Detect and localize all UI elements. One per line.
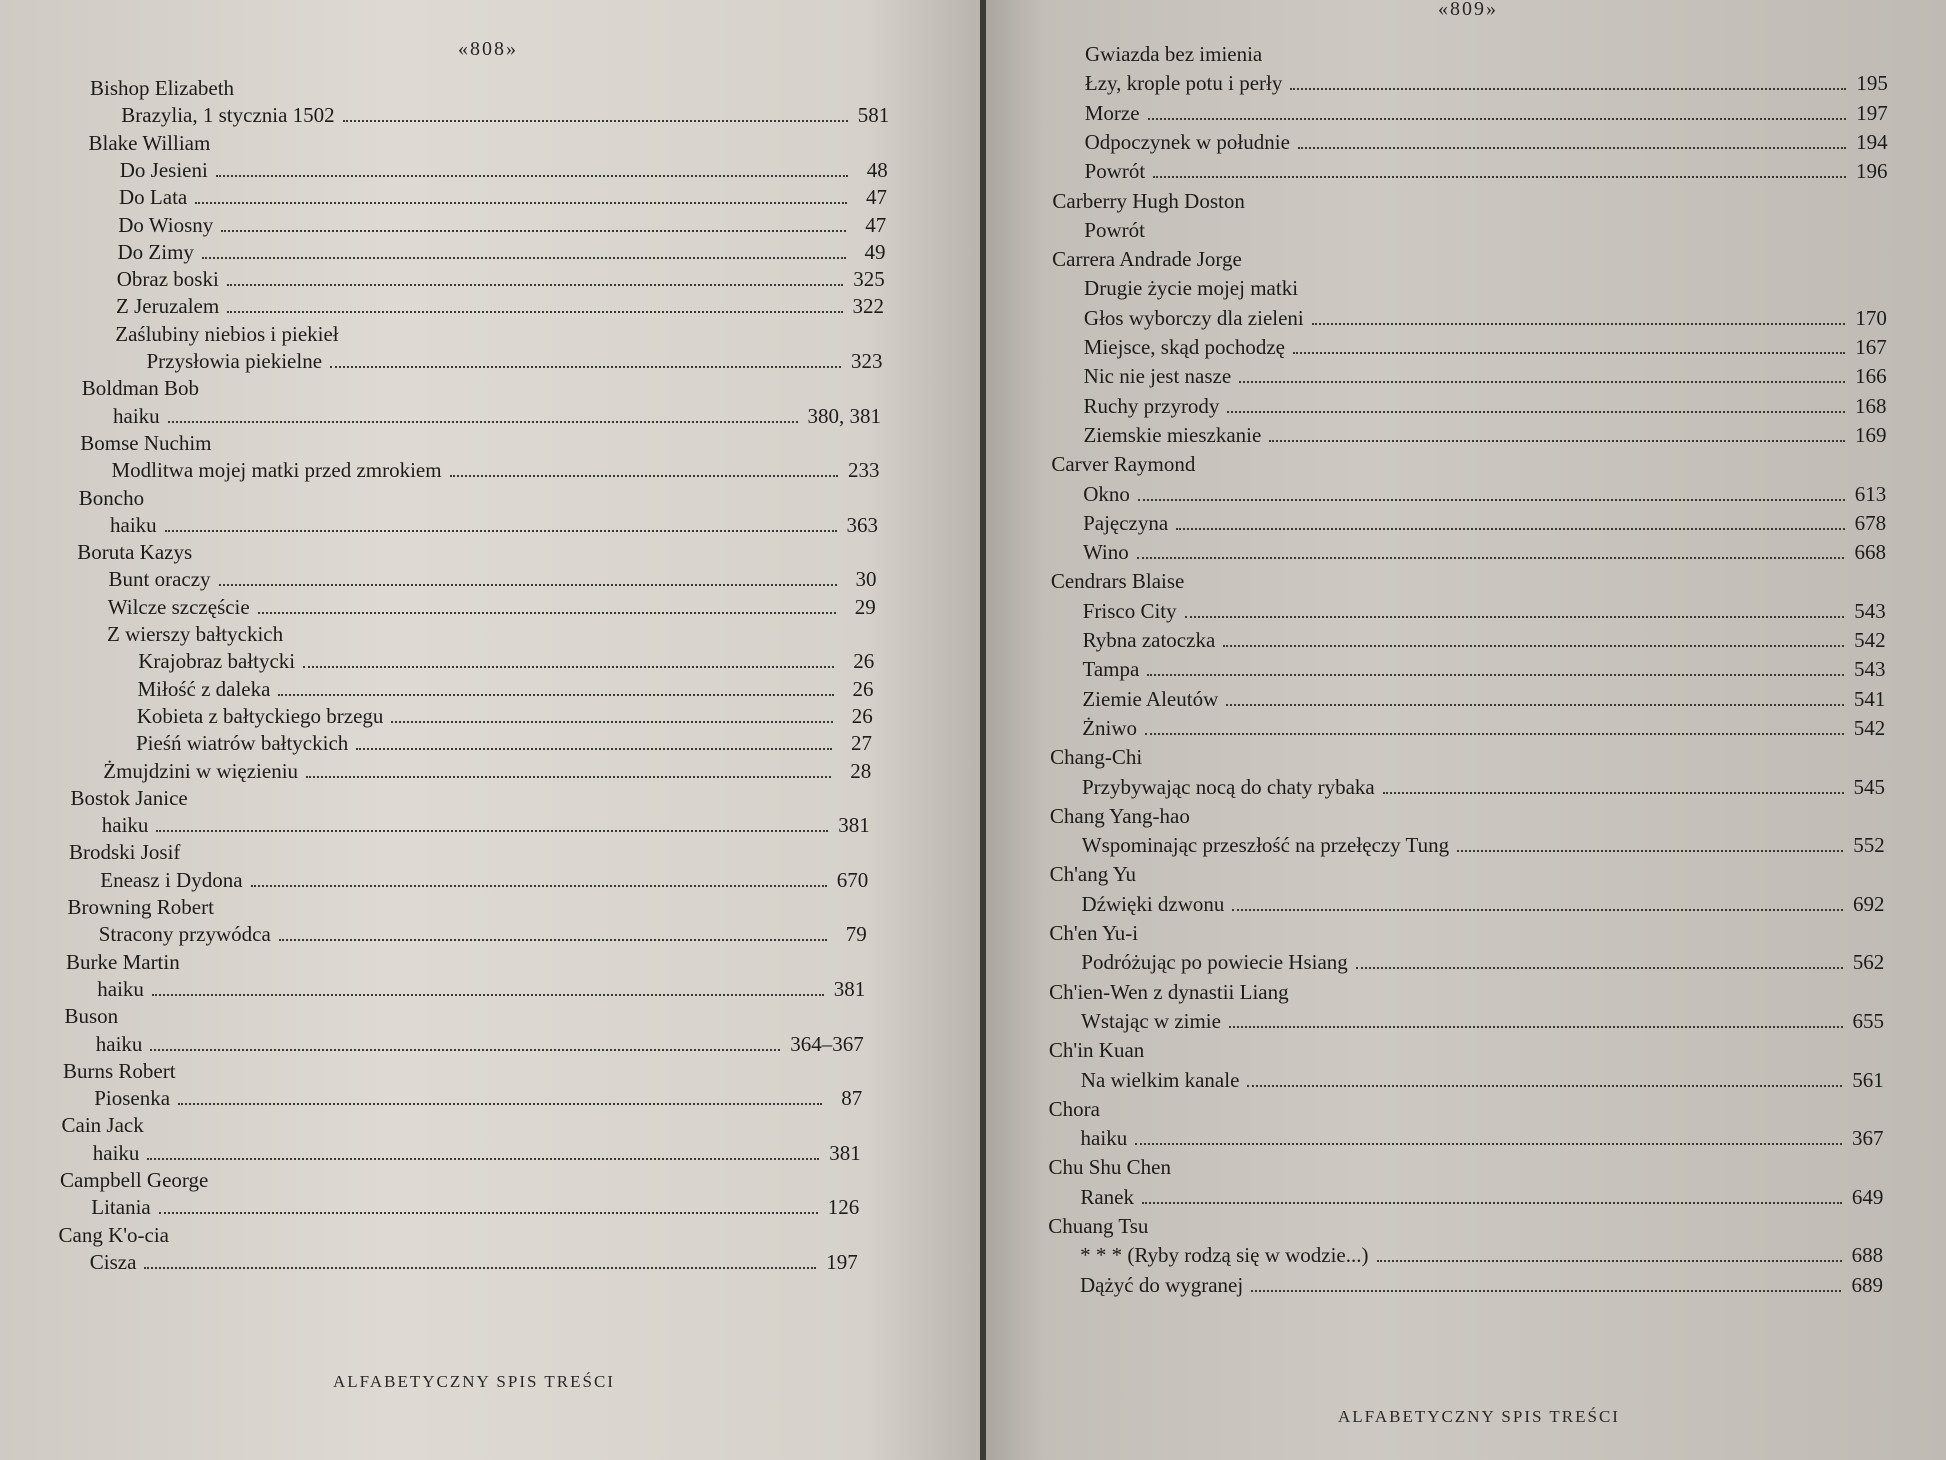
entry-page-number: 380, 381 (807, 403, 881, 428)
leader-dots (1138, 499, 1845, 501)
author-entry (63, 1059, 863, 1085)
entry-page-number: 169 (1854, 422, 1887, 447)
leader-dots (306, 776, 831, 778)
leader-dots (330, 366, 841, 368)
index-entry (119, 185, 887, 211)
index-entry (1082, 687, 1885, 713)
leader-dots (221, 230, 846, 232)
index-entry (1083, 511, 1886, 537)
leader-dots (303, 666, 834, 668)
author-entry (90, 76, 890, 102)
index-entry (121, 103, 889, 129)
entry-title: Gwiazda bez imienia (1085, 42, 1263, 66)
entry-page-number: 197 (826, 1249, 858, 1274)
entry-title: Stracony przywódca (98, 922, 271, 947)
entry-title: haiku (97, 976, 144, 1001)
entry-page-number: 363 (846, 512, 878, 537)
entry-title: Wino (1082, 540, 1129, 565)
index-entry (110, 513, 878, 539)
entry-page-number: 543 (1854, 598, 1886, 623)
index-entry (97, 977, 865, 1003)
author-entry (1049, 980, 1884, 1006)
entry-title: Litania (91, 1195, 151, 1220)
entry-title: Głos wyborczy dla zieleni (1083, 305, 1304, 330)
entry-title: Z Jeruzalem (116, 294, 220, 319)
leader-dots (152, 994, 824, 996)
index-entry (1081, 1126, 1884, 1152)
entry-title: Wilcze szczęście (107, 594, 250, 619)
index-entry (1080, 1185, 1883, 1211)
entry-page-number: 381 (833, 976, 866, 1001)
entry-title: Boruta Kazys (77, 540, 193, 565)
index-entry (1085, 130, 1888, 156)
leader-dots (450, 475, 838, 477)
leader-dots (147, 1158, 819, 1160)
entry-page-number: 26 (852, 676, 874, 701)
leader-dots (278, 694, 833, 696)
entry-title: Ch'ang Yu (1049, 862, 1137, 887)
entry-title: Chora (1048, 1096, 1100, 1121)
entry-title: Ch'ien-Wen z dynastii Liang (1049, 979, 1289, 1004)
entry-title: haiku (113, 403, 160, 428)
author-entry (1049, 921, 1884, 947)
index-entry (1080, 1243, 1883, 1269)
entry-title: Krajobraz bałtycki (138, 649, 296, 674)
index-entry (137, 704, 873, 730)
entry-page-number: 47 (866, 185, 887, 210)
leader-dots (1377, 1260, 1842, 1262)
author-entry (71, 786, 871, 812)
index-entry (94, 1086, 862, 1112)
entry-title: Okno (1083, 481, 1130, 506)
author-entry (80, 431, 880, 457)
index-entry (118, 213, 886, 239)
entry-page-number: 542 (1854, 628, 1886, 652)
index-entry (100, 868, 868, 894)
leader-dots (1251, 1290, 1841, 1292)
index-entry (1085, 159, 1888, 185)
entry-title: Chu Shu Chen (1048, 1155, 1171, 1180)
entry-page-number: 670 (836, 867, 869, 892)
running-footer: ALFABETYCZNY SPIS TREŚCI (333, 1372, 615, 1391)
author-entry (66, 950, 866, 976)
entry-title: Brodski Josif (69, 840, 181, 865)
entry-title: Cendrars Blaise (1050, 569, 1185, 594)
entry-title: Bunt oraczy (108, 567, 211, 592)
index-entry (1081, 1009, 1884, 1035)
entry-page-number: 364–367 (790, 1031, 864, 1056)
leader-dots (1137, 557, 1845, 559)
entry-title: Ziemskie mieszkanie (1083, 422, 1262, 447)
author-entry (68, 895, 868, 921)
author-entry (69, 840, 869, 866)
entry-title: Cain Jack (61, 1113, 144, 1138)
index-entry (117, 267, 885, 293)
entry-title: Carver Raymond (1051, 452, 1196, 477)
entry-title: Boldman Bob (81, 376, 200, 401)
author-entry (79, 486, 879, 512)
author-entry (62, 1113, 862, 1139)
author-entry (77, 540, 877, 566)
entry-title: Morze (1084, 100, 1140, 125)
index-entry (1084, 276, 1887, 302)
leader-dots (1148, 118, 1847, 120)
entry-title: haiku (1080, 1126, 1128, 1151)
leader-dots (165, 530, 837, 532)
author-entry (1051, 569, 1886, 595)
entry-page-number: 167 (1855, 335, 1887, 359)
leader-dots (343, 120, 848, 122)
entry-title: haiku (101, 813, 149, 838)
leader-dots (279, 939, 827, 941)
index-entry (90, 1250, 858, 1276)
entry-title: Do Wiosny (118, 212, 214, 237)
entry-title: Przybywając nocą do chaty rybaka (1082, 774, 1375, 799)
entry-title: Powrót (1084, 217, 1145, 242)
entry-page-number: 196 (1856, 159, 1888, 184)
entry-page-number: 561 (1852, 1067, 1884, 1092)
leader-dots (1383, 792, 1844, 794)
entry-title: Cang K'o-cia (58, 1222, 169, 1247)
entry-page-number: 688 (1851, 1243, 1884, 1268)
index-entry (1085, 71, 1888, 97)
entry-page-number: 689 (1851, 1272, 1883, 1297)
leader-dots (219, 584, 837, 586)
entry-page-number: 367 (1852, 1126, 1884, 1151)
entry-title: Chang Yang-hao (1049, 803, 1190, 828)
entry-title: Bostok Janice (70, 785, 188, 810)
entry-title: Łzy, krople potu i perły (1084, 71, 1283, 96)
page-number: «808» (458, 38, 518, 60)
entry-title: Carrera Andrade Jorge (1052, 247, 1242, 272)
author-entry (1049, 1038, 1884, 1064)
index-entry (136, 731, 872, 757)
author-entry (89, 131, 889, 157)
leader-dots (156, 830, 828, 832)
index-entry (120, 158, 888, 184)
entry-title: Carberry Hugh Doston (1052, 188, 1245, 213)
index-entry (1081, 1068, 1884, 1094)
entry-page-number: 542 (1853, 715, 1886, 740)
entry-page-number: 28 (850, 758, 872, 783)
entry-page-number: 194 (1856, 129, 1888, 154)
entry-page-number: 381 (829, 1140, 861, 1165)
entry-title: Burke Martin (66, 949, 180, 974)
index-entry (147, 349, 883, 375)
entry-title: Frisco City (1082, 598, 1177, 623)
entry-title: Piosenka (94, 1086, 171, 1111)
entry-title: Tampa (1082, 657, 1140, 682)
author-entry (1050, 804, 1885, 830)
author-entry (1048, 1155, 1883, 1181)
index-entry (1083, 482, 1886, 508)
author-entry (1051, 452, 1886, 478)
leader-dots (1185, 616, 1845, 618)
leader-dots (1239, 381, 1845, 383)
index-entry (108, 595, 876, 621)
entry-page-number: 562 (1852, 950, 1885, 975)
leader-dots (1229, 1026, 1843, 1028)
leader-dots (202, 257, 846, 259)
entry-title: Wspominając przeszłość na przełęczy Tung (1081, 833, 1450, 858)
leader-dots (391, 721, 832, 723)
leader-dots (227, 311, 842, 313)
index-entry (113, 404, 881, 430)
entry-title: Żmujdzini w więzieniu (103, 758, 299, 783)
entry-title: Drugie życie mojej matki (1084, 276, 1299, 301)
leader-dots (227, 284, 843, 286)
entry-page-number: 325 (853, 267, 885, 292)
entry-page-number: 322 (852, 294, 884, 319)
entry-title: Bomse Nuchim (80, 430, 212, 455)
entry-title: Cisza (89, 1249, 137, 1274)
entry-title: Browning Robert (67, 895, 214, 919)
index-entry (1082, 775, 1885, 801)
entry-title: Do Jesieni (119, 157, 208, 182)
index-entry (1081, 950, 1884, 976)
index-entry (91, 1195, 859, 1221)
entry-title: Chuang Tsu (1048, 1214, 1149, 1238)
entry-title: Blake William (88, 130, 211, 155)
leader-dots (356, 748, 832, 750)
index-entry (1082, 716, 1885, 742)
leader-dots (1232, 909, 1843, 911)
entry-title: Campbell George (60, 1168, 209, 1192)
index-entry (96, 1032, 864, 1058)
index-entry (1083, 628, 1886, 654)
entry-page-number: 87 (841, 1086, 863, 1111)
author-entry (1052, 189, 1887, 215)
entry-title: Dążyć do wygranej (1079, 1272, 1244, 1297)
entry-page-number: 323 (851, 349, 883, 373)
entry-title: Rybna zatoczka (1082, 628, 1216, 652)
page-number: «809» (1438, 0, 1498, 20)
entry-title: Ruchy przyrody (1083, 393, 1220, 418)
index-entry (138, 677, 874, 703)
entry-title: Dźwięki dzwonu (1081, 891, 1225, 916)
entry-title: Pajęczyna (1083, 510, 1169, 535)
leader-dots (1153, 176, 1846, 178)
index-entry (1080, 1273, 1883, 1299)
entry-title: Burns Robert (63, 1058, 176, 1083)
author-entry (1049, 1097, 1884, 1123)
author-entry (60, 1168, 860, 1194)
entry-title: Przysłowia piekielne (146, 349, 323, 373)
leader-dots (1356, 967, 1843, 969)
leader-dots (1290, 88, 1846, 90)
leader-dots (1135, 1143, 1842, 1145)
entry-page-number: 381 (838, 813, 870, 838)
entry-title: Ch'en Yu-i (1049, 921, 1139, 945)
index-entry (102, 813, 870, 839)
leader-dots (1298, 147, 1846, 149)
author-entry (1052, 247, 1887, 273)
index-entry (116, 294, 884, 320)
index-entry (1085, 101, 1888, 127)
entry-page-number: 30 (855, 567, 877, 592)
entry-page-number: 678 (1854, 510, 1887, 535)
index-entry (1084, 394, 1887, 420)
entry-page-number: 29 (854, 594, 876, 619)
entry-page-number: 655 (1852, 1008, 1885, 1033)
entry-page-number: 166 (1855, 364, 1887, 389)
index-entry (1084, 306, 1887, 332)
entry-page-number: 581 (857, 103, 890, 128)
author-entry (1050, 745, 1885, 771)
index-entry (1084, 218, 1887, 244)
entry-title: Boncho (78, 485, 145, 510)
entry-title: Podróżując po powiecie Hsiang (1081, 950, 1348, 975)
entry-page-number: 197 (1856, 100, 1888, 125)
author-entry (65, 1004, 865, 1030)
leader-dots (1145, 733, 1844, 735)
entry-title: Z wierszy bałtyckich (107, 622, 284, 646)
author-entry (1050, 862, 1885, 888)
entry-title: Zaślubiny niebios i piekieł (115, 321, 339, 346)
index-entry (109, 567, 877, 593)
author-entry (59, 1223, 859, 1249)
index-entry (1084, 364, 1887, 390)
running-footer: ALFABETYCZNY SPIS TREŚCI (1338, 1407, 1620, 1426)
entry-page-number: 668 (1854, 540, 1886, 565)
entry-title: Ranek (1080, 1184, 1134, 1209)
index-entry (1084, 335, 1887, 361)
leader-dots (1176, 528, 1844, 530)
index-entry (103, 759, 871, 785)
entry-title: haiku (92, 1140, 140, 1165)
index-entry (1083, 423, 1886, 449)
entry-title: Nic nie jest nasze (1083, 364, 1232, 389)
index-entry (1082, 892, 1885, 918)
leader-dots (195, 202, 847, 204)
leader-dots (144, 1267, 816, 1269)
leader-dots (1226, 704, 1844, 706)
index-entry (112, 458, 880, 484)
entry-page-number: 692 (1853, 891, 1885, 916)
entry-page-number: 649 (1851, 1184, 1884, 1209)
entry-title: Bishop Elizabeth (90, 76, 235, 100)
entry-page-number: 47 (865, 212, 887, 237)
entry-title: haiku (95, 1031, 143, 1056)
index-entry (1085, 42, 1888, 68)
index-entry (1083, 540, 1886, 566)
entry-page-number: 195 (1856, 71, 1888, 96)
entry-page-number: 543 (1853, 657, 1886, 682)
right-page (986, 0, 1946, 1460)
entry-title: Do Lata (119, 185, 188, 210)
author-entry (82, 376, 882, 402)
index-entry (93, 1141, 861, 1167)
index-entry (1082, 833, 1885, 859)
entry-page-number: 552 (1853, 833, 1885, 858)
leader-dots (1247, 1085, 1842, 1087)
leader-dots (1223, 645, 1844, 647)
entry-page-number: 613 (1854, 481, 1887, 506)
entry-title: Na wielkim kanale (1080, 1067, 1240, 1092)
entry-page-number: 126 (827, 1195, 860, 1220)
entry-page-number: 170 (1855, 305, 1887, 330)
entry-page-number: 233 (848, 458, 880, 483)
index-entry (118, 240, 886, 266)
entry-page-number: 48 (866, 157, 888, 182)
entry-title: Do Zimy (117, 239, 194, 264)
entry-page-number: 49 (864, 239, 886, 264)
entry-title: Powrót (1084, 159, 1146, 184)
author-entry (1048, 1214, 1883, 1240)
leader-dots (1147, 674, 1844, 676)
entry-title: Ch'in Kuan (1048, 1038, 1145, 1063)
entry-page-number: 27 (851, 731, 872, 756)
entry-title: Brazylia, 1 stycznia 1502 (121, 103, 335, 128)
entry-title: Chang-Chi (1050, 745, 1143, 770)
entry-title: Miłość z daleka (137, 676, 271, 701)
index-entry (1083, 599, 1886, 625)
entry-title: Miejsce, skąd pochodzę (1083, 335, 1285, 359)
entry-title: Obraz boski (116, 267, 219, 292)
leader-dots (1269, 440, 1845, 442)
entry-page-number: 168 (1855, 393, 1887, 418)
group-entry (115, 322, 883, 348)
leader-dots (150, 1049, 780, 1051)
entry-page-number: 26 (853, 649, 875, 674)
entry-title: Kobieta z bałtyckiego brzegu (136, 703, 384, 728)
entry-page-number: 541 (1853, 686, 1886, 711)
entry-title: Buson (64, 1004, 119, 1029)
group-entry (107, 622, 875, 648)
entry-page-number: 26 (851, 703, 873, 728)
entry-title: Żniwo (1082, 715, 1138, 740)
entry-title: Modlitwa mojej matki przed zmrokiem (111, 458, 442, 483)
entry-title: Ziemie Aleutów (1082, 686, 1219, 711)
leader-dots (168, 421, 798, 423)
leader-dots (251, 885, 827, 887)
leader-dots (1227, 411, 1845, 413)
leader-dots (216, 175, 848, 177)
index-entry (99, 922, 867, 948)
leader-dots (178, 1103, 822, 1105)
leader-dots (1142, 1202, 1842, 1204)
leader-dots (1293, 352, 1845, 354)
leader-dots (258, 612, 836, 614)
entry-page-number: 545 (1853, 774, 1885, 799)
leader-dots (1312, 323, 1846, 325)
entry-title: * * * (Ryby rodzą się w wodzie...) (1080, 1243, 1369, 1268)
entry-page-number: 79 (845, 922, 867, 947)
index-entry (138, 649, 874, 675)
entry-title: Wstając w zimie (1081, 1008, 1221, 1033)
entry-title: Eneasz i Dydona (100, 867, 243, 892)
entry-title: haiku (110, 512, 157, 537)
entry-title: Odpoczynek w południe (1084, 129, 1290, 154)
index-entry (1082, 657, 1885, 683)
leader-dots (1457, 850, 1843, 852)
entry-title: Pieśń wiatrów bałtyckich (136, 731, 349, 756)
leader-dots (159, 1212, 818, 1214)
